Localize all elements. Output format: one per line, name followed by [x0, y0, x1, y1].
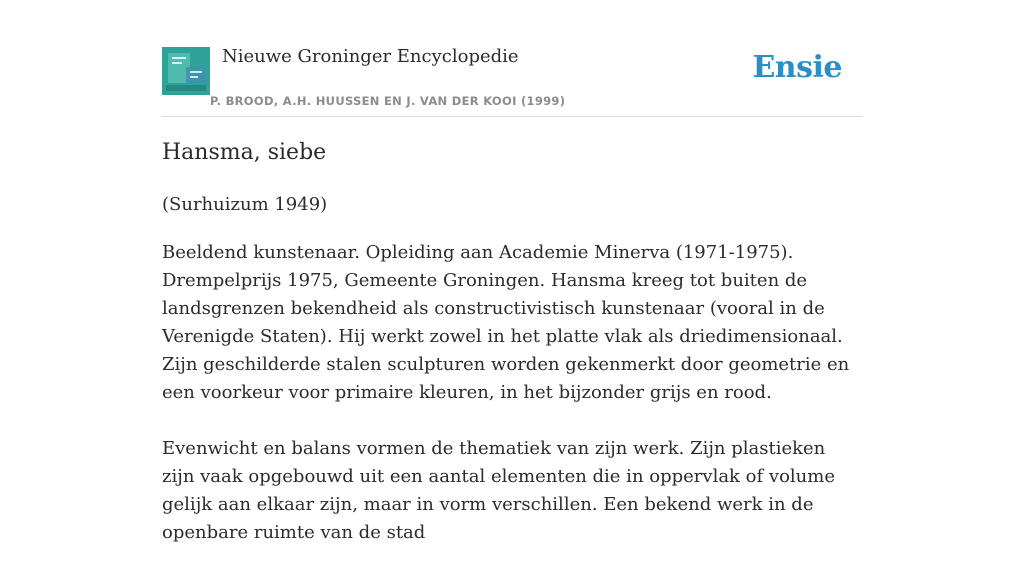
- entry-body: [162, 239, 862, 575]
- publication-title[interactable]: Nieuwe Groninger Encyclopedie: [222, 46, 519, 67]
- publication-header: [162, 0, 862, 117]
- book-cover-icon: [162, 47, 210, 95]
- entry-paragraph: Evenwicht en balans vormen de thematiek van zijn werk. Zijn plastieken zijn vaak opgebouwd uit een aantal elementen die in oppervlak of volume gelijk aan elkaar zijn, maar in vorm verschillen. Een bekend werk in de openbare ruimte van de stad: [162, 438, 835, 543]
- entry-title: Hansma, siebe: [162, 140, 327, 165]
- entry-paragraph: Beeldend kunstenaar. Opleiding aan Academie Minerva (1971-1975). Drempelprijs 1975, Gemeente Groningen. Hansma kreeg tot buiten de landsgrenzen bekendheid als constructivistisch kunstenaar (vooral in de Verenigde Staten). Hij werkt zowel in het platte vlak als driedimensionaal. Zijn geschilderde stalen sculpturen worden gekenmerkt door geometrie en een voorkeur voor primaire kleuren, in het bijzonder grijs en rood.: [162, 242, 850, 403]
- ensie-logo[interactable]: Ensie: [752, 50, 842, 85]
- book-cover-avatar[interactable]: [162, 47, 210, 95]
- publication-authors: P. BROOD, A.H. HUUSSEN EN J. VAN DER KOOI (1999): [210, 94, 566, 108]
- entry-subtitle: (Surhuizum 1949): [162, 194, 328, 215]
- page-container: [162, 0, 862, 543]
